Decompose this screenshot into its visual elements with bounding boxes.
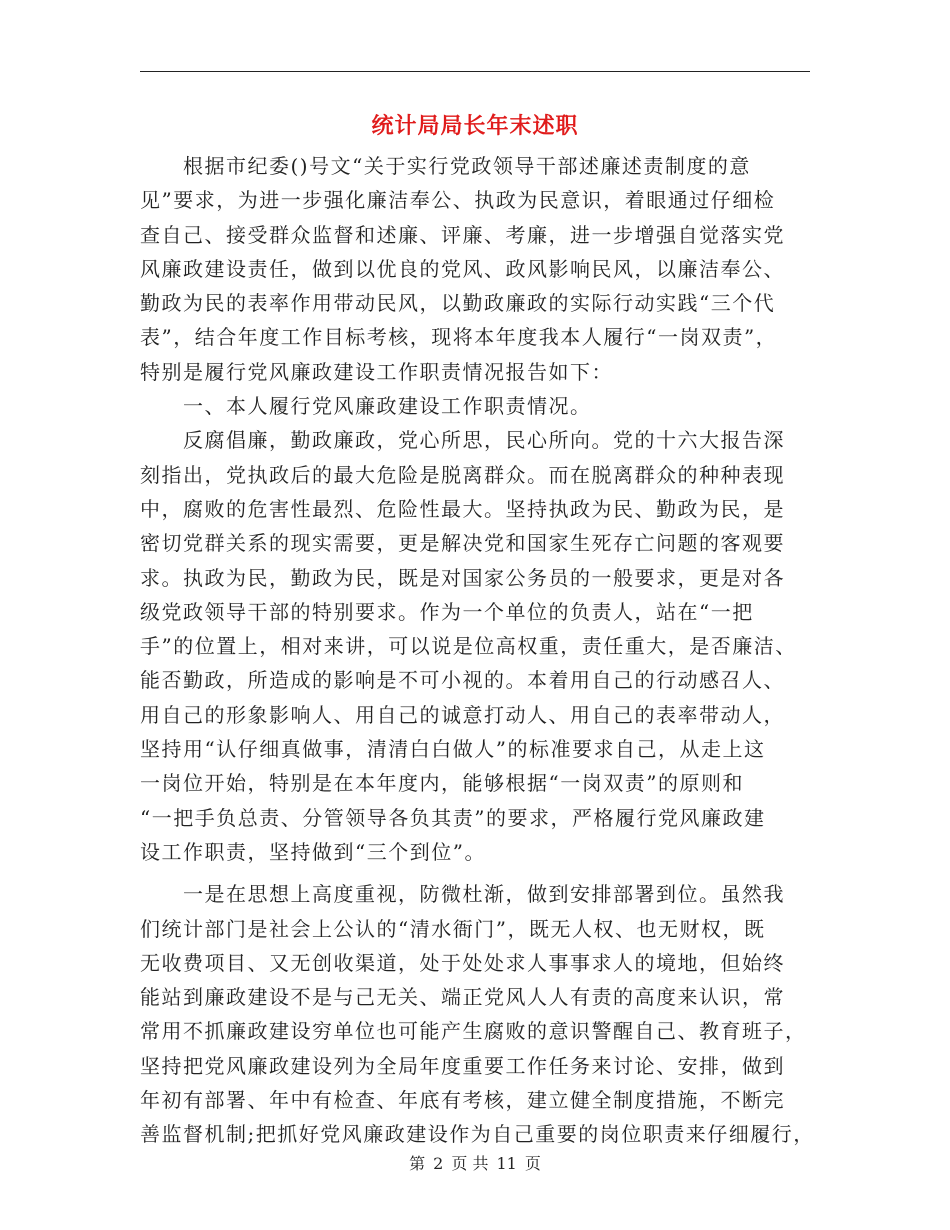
body-line: 级党政领导干部的特别要求。作为一个单位的负责人，站在“一把	[140, 599, 754, 624]
body-line: 手”的位置上，相对来讲，可以说是位高权重，责任重大，是否廉洁、	[140, 634, 797, 659]
body-line: 善监督机制;把抓好党风廉政建设作为自己重要的岗位职责来仔细履行，	[140, 1122, 815, 1147]
body-line: 见”要求，为进一步强化廉洁奉公、执政为民意识，着眼通过仔细检	[140, 188, 776, 213]
page-footer	[0, 1151, 950, 1174]
body-line: 风廉政建设责任，做到以优良的党风、政风影响民风，以廉洁奉公、	[140, 256, 785, 281]
body-line: 坚持用“认仔细真做事，清清白白做人”的标准要求自己，从走上这	[140, 737, 766, 762]
body-line: 特别是履行党风廉政建设工作职责情况报告如下：	[140, 359, 613, 384]
document-title: 统计局局长年末述职	[371, 113, 579, 139]
body-line: 根据市纪委()号文“关于实行党政领导干部述廉述责制度的意	[140, 154, 751, 178]
footer-total-pages: 11	[496, 1154, 517, 1173]
body-line: 能站到廉政建设不是与己无关、端正党风人人有责的高度来认识，常	[140, 985, 785, 1010]
header-rule	[140, 71, 810, 72]
body-line: “一把手负总责、分管领导各负其责”的要求，严格履行党风廉政建	[140, 805, 766, 830]
footer-prefix: 第	[409, 1154, 426, 1173]
body-line: 年初有部署、年中有检查、年底有考核，建立健全制度措施，不断完	[140, 1088, 785, 1113]
body-line: 能否勤政，所造成的影响是不可小视的。本着用自己的行动感召人、	[140, 668, 785, 693]
body-line: 勤政为民的表率作用带动民风，以勤政廉政的实际行动实践“三个代	[140, 291, 776, 316]
body-line: 中，腐败的危害性最烈、危险性最大。坚持执政为民、勤政为民，是	[140, 496, 785, 521]
body-line: 们统计部门是社会上公认的“清水衙门”，既无人权、也无财权，既	[140, 916, 766, 941]
section-heading: 一、本人履行党风廉政建设工作职责情况。	[140, 394, 592, 419]
body-line: 密切党群关系的现实需要，更是解决党和国家生死存亡问题的客观要	[140, 531, 785, 556]
body-line: 反腐倡廉，勤政廉政，党心所思，民心所向。党的十六大报告深	[140, 428, 785, 453]
body-line: 刻指出，党执政后的最大危险是脱离群众。而在脱离群众的种种表现	[140, 462, 785, 487]
body-line: 一是在思想上高度重视，防微杜渐，做到安排部署到位。虽然我	[140, 882, 785, 907]
body-line: 一岗位开始，特别是在本年度内，能够根据“一岗双责”的原则和	[140, 771, 744, 796]
body-line: 查自己、接受群众监督和述廉、评廉、考廉，进一步增强自觉落实党	[140, 222, 785, 247]
footer-page-number: 2	[433, 1154, 444, 1173]
footer-middle: 页 共	[451, 1154, 489, 1173]
body-line: 设工作职责，坚持做到“三个到位”。	[140, 839, 486, 864]
document-body	[140, 149, 814, 1152]
body-line: 常用不抓廉政建设穷单位也可能产生腐败的意识警醒自己、教育班子，	[140, 1019, 807, 1044]
footer-suffix: 页	[524, 1154, 541, 1173]
body-line: 无收费项目、又无创收渠道，处于处处求人事事求人的境地，但始终	[140, 950, 785, 975]
body-line: 坚持把党风廉政建设列为全局年度重要工作任务来讨论、安排，做到	[140, 1053, 785, 1078]
body-line: 用自己的形象影响人、用自己的诚意打动人、用自己的表率带动人，	[140, 702, 785, 727]
body-line: 求。执政为民，勤政为民，既是对国家公务员的一般要求，更是对各	[140, 565, 785, 590]
body-line: 表”，结合年度工作目标考核，现将本年度我本人履行“一岗双责”，	[140, 325, 778, 350]
